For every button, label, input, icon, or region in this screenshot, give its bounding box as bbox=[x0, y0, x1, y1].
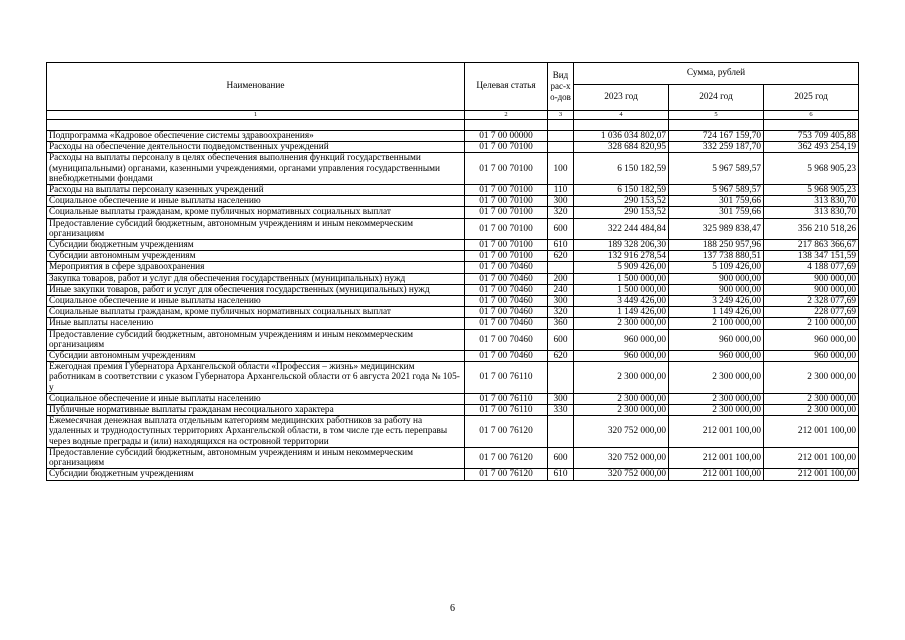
row-amount-2023: 1 500 000,00 bbox=[574, 273, 669, 284]
row-amount-2025: 900 000,00 bbox=[764, 284, 859, 295]
row-amount-2025: 2 300 000,00 bbox=[764, 393, 859, 404]
column-number: 3 bbox=[548, 111, 574, 120]
row-target-article: 01 7 00 70460 bbox=[465, 296, 548, 307]
row-target-article: 01 7 00 70100 bbox=[465, 251, 548, 262]
row-name: Ежегодная премия Губернатора Архангельской области «Профессия – жизнь» медицинским работникам в соответствии с указом Губернатора Архангельской области от 6 августа 2021 года № 105-у bbox=[47, 362, 465, 394]
row-amount-2024: 137 738 880,51 bbox=[669, 251, 764, 262]
row-expense-type: 300 bbox=[548, 296, 574, 307]
table-row bbox=[47, 362, 859, 394]
row-target-article: 01 7 00 76120 bbox=[465, 447, 548, 468]
row-amount-2024: 900 000,00 bbox=[669, 273, 764, 284]
row-target-article: 01 7 00 70460 bbox=[465, 318, 548, 329]
row-amount-2023: 322 244 484,84 bbox=[574, 218, 669, 239]
row-expense-type: 110 bbox=[548, 185, 574, 196]
row-target-article: 01 7 00 70100 bbox=[465, 185, 548, 196]
row-amount-2024: 332 259 187,70 bbox=[669, 142, 764, 153]
row-amount-2023: 1 500 000,00 bbox=[574, 284, 669, 295]
table-row bbox=[47, 273, 859, 284]
column-number: 1 bbox=[47, 111, 465, 120]
row-amount-2024: 2 300 000,00 bbox=[669, 393, 764, 404]
row-target-article: 01 7 00 70460 bbox=[465, 351, 548, 362]
table-row bbox=[47, 196, 859, 207]
header-year-2024: 2024 год bbox=[669, 85, 764, 111]
header-name: Наименование bbox=[47, 63, 465, 111]
row-target-article: 01 7 00 70460 bbox=[465, 284, 548, 295]
row-amount-2024: 212 001 100,00 bbox=[669, 416, 764, 448]
row-expense-type bbox=[548, 362, 574, 394]
row-expense-type: 610 bbox=[548, 240, 574, 251]
row-name: Мероприятия в сфере здравоохранения bbox=[47, 262, 465, 273]
row-amount-2024: 212 001 100,00 bbox=[669, 447, 764, 468]
table-row bbox=[47, 307, 859, 318]
row-name: Расходы на выплаты персоналу в целях обеспечения выполнения функций государственными (муниципальными) органами, казенными учреждениями, органами управления государственными внебюджетными фондами bbox=[47, 153, 465, 185]
column-number: 6 bbox=[764, 111, 859, 120]
row-target-article: 01 7 00 70100 bbox=[465, 142, 548, 153]
row-target-article: 01 7 00 76110 bbox=[465, 393, 548, 404]
row-amount-2025: 2 300 000,00 bbox=[764, 362, 859, 394]
row-expense-type: 620 bbox=[548, 251, 574, 262]
table-row bbox=[47, 142, 859, 153]
row-amount-2025: 313 830,70 bbox=[764, 196, 859, 207]
row-name: Социальное обеспечение и иные выплаты населению bbox=[47, 296, 465, 307]
row-name: Иные закупки товаров, работ и услуг для обеспечения государственных (муниципальных) нужд bbox=[47, 284, 465, 295]
header-sum: Сумма, рублей bbox=[574, 63, 859, 85]
row-expense-type: 300 bbox=[548, 393, 574, 404]
table-row bbox=[47, 447, 859, 468]
spacer-row bbox=[47, 120, 859, 131]
row-name: Социальные выплаты гражданам, кроме публичных нормативных социальных выплат bbox=[47, 207, 465, 218]
row-amount-2023: 290 153,52 bbox=[574, 196, 669, 207]
row-amount-2025: 356 210 518,26 bbox=[764, 218, 859, 239]
table-row bbox=[47, 284, 859, 295]
row-amount-2024: 960 000,00 bbox=[669, 351, 764, 362]
row-amount-2023: 2 300 000,00 bbox=[574, 318, 669, 329]
row-amount-2023: 960 000,00 bbox=[574, 329, 669, 350]
row-expense-type: 200 bbox=[548, 273, 574, 284]
row-amount-2023: 320 752 000,00 bbox=[574, 416, 669, 448]
row-target-article: 01 7 00 70100 bbox=[465, 153, 548, 185]
column-numbers-row bbox=[47, 111, 859, 120]
row-name: Расходы на выплаты персоналу казенных учреждений bbox=[47, 185, 465, 196]
row-amount-2024: 960 000,00 bbox=[669, 329, 764, 350]
row-amount-2024: 301 759,66 bbox=[669, 196, 764, 207]
table-row bbox=[47, 218, 859, 239]
table-row bbox=[47, 351, 859, 362]
row-amount-2024: 2 300 000,00 bbox=[669, 405, 764, 416]
row-amount-2025: 228 077,69 bbox=[764, 307, 859, 318]
table-row bbox=[47, 405, 859, 416]
budget-table bbox=[46, 62, 859, 481]
row-amount-2023: 6 150 182,59 bbox=[574, 185, 669, 196]
row-name: Подпрограмма «Кадровое обеспечение системы здравоохранения» bbox=[47, 131, 465, 142]
row-expense-type bbox=[548, 416, 574, 448]
table-row bbox=[47, 131, 859, 142]
row-expense-type: 330 bbox=[548, 405, 574, 416]
row-name: Субсидии автономным учреждениям bbox=[47, 251, 465, 262]
row-amount-2025: 212 001 100,00 bbox=[764, 447, 859, 468]
row-expense-type: 360 bbox=[548, 318, 574, 329]
row-name: Социальные выплаты гражданам, кроме публичных нормативных социальных выплат bbox=[47, 307, 465, 318]
row-amount-2023: 1 036 034 802,07 bbox=[574, 131, 669, 142]
table-row bbox=[47, 318, 859, 329]
row-name: Закупка товаров, работ и услуг для обеспечения государственных (муниципальных) нужд bbox=[47, 273, 465, 284]
row-amount-2023: 5 909 426,00 bbox=[574, 262, 669, 273]
row-amount-2023: 328 684 820,95 bbox=[574, 142, 669, 153]
row-amount-2023: 2 300 000,00 bbox=[574, 405, 669, 416]
row-amount-2024: 1 149 426,00 bbox=[669, 307, 764, 318]
row-amount-2024: 900 000,00 bbox=[669, 284, 764, 295]
row-expense-type bbox=[548, 262, 574, 273]
row-name: Иные выплаты населению bbox=[47, 318, 465, 329]
row-amount-2024: 301 759,66 bbox=[669, 207, 764, 218]
row-amount-2024: 2 100 000,00 bbox=[669, 318, 764, 329]
row-amount-2025: 217 863 366,67 bbox=[764, 240, 859, 251]
table-row bbox=[47, 416, 859, 448]
table-row bbox=[47, 329, 859, 350]
row-amount-2024: 5 967 589,57 bbox=[669, 185, 764, 196]
table-row bbox=[47, 185, 859, 196]
row-target-article: 01 7 00 70460 bbox=[465, 307, 548, 318]
row-amount-2023: 6 150 182,59 bbox=[574, 153, 669, 185]
row-name: Субсидии бюджетным учреждениям bbox=[47, 240, 465, 251]
row-expense-type: 600 bbox=[548, 218, 574, 239]
table-row bbox=[47, 251, 859, 262]
row-amount-2024: 5 109 426,00 bbox=[669, 262, 764, 273]
row-target-article: 01 7 00 70460 bbox=[465, 262, 548, 273]
column-number: 5 bbox=[669, 111, 764, 120]
row-amount-2025: 960 000,00 bbox=[764, 351, 859, 362]
row-expense-type: 600 bbox=[548, 447, 574, 468]
row-amount-2023: 2 300 000,00 bbox=[574, 362, 669, 394]
header-year-2023: 2023 год bbox=[574, 85, 669, 111]
row-target-article: 01 7 00 76110 bbox=[465, 405, 548, 416]
row-amount-2025: 753 709 405,88 bbox=[764, 131, 859, 142]
row-amount-2024: 5 967 589,57 bbox=[669, 153, 764, 185]
page-number: 6 bbox=[450, 603, 455, 614]
row-target-article: 01 7 00 70100 bbox=[465, 240, 548, 251]
row-amount-2025: 4 188 077,69 bbox=[764, 262, 859, 273]
row-expense-type: 100 bbox=[548, 153, 574, 185]
table-row bbox=[47, 393, 859, 404]
row-target-article: 01 7 00 76110 bbox=[465, 362, 548, 394]
row-name: Социальное обеспечение и иные выплаты населению bbox=[47, 393, 465, 404]
row-name: Субсидии бюджетным учреждениям bbox=[47, 469, 465, 480]
row-expense-type bbox=[548, 131, 574, 142]
row-expense-type: 300 bbox=[548, 196, 574, 207]
row-amount-2023: 320 752 000,00 bbox=[574, 447, 669, 468]
row-expense-type: 320 bbox=[548, 207, 574, 218]
row-target-article: 01 7 00 70100 bbox=[465, 196, 548, 207]
header-target-article: Целевая статья bbox=[465, 63, 548, 111]
row-amount-2025: 212 001 100,00 bbox=[764, 469, 859, 480]
column-number: 2 bbox=[465, 111, 548, 120]
table-row bbox=[47, 207, 859, 218]
row-expense-type: 620 bbox=[548, 351, 574, 362]
row-target-article: 01 7 00 76120 bbox=[465, 416, 548, 448]
table-row bbox=[47, 262, 859, 273]
row-expense-type: 610 bbox=[548, 469, 574, 480]
row-amount-2025: 362 493 254,19 bbox=[764, 142, 859, 153]
row-amount-2024: 3 249 426,00 bbox=[669, 296, 764, 307]
row-name: Предоставление субсидий бюджетным, автономным учреждениям и иным некоммерческим организациям bbox=[47, 218, 465, 239]
column-number: 4 bbox=[574, 111, 669, 120]
row-amount-2023: 132 916 278,54 bbox=[574, 251, 669, 262]
row-target-article: 01 7 00 70460 bbox=[465, 273, 548, 284]
header-year-2025: 2025 год bbox=[764, 85, 859, 111]
row-amount-2025: 900 000,00 bbox=[764, 273, 859, 284]
row-amount-2023: 290 153,52 bbox=[574, 207, 669, 218]
row-target-article: 01 7 00 70460 bbox=[465, 329, 548, 350]
row-amount-2025: 2 300 000,00 bbox=[764, 405, 859, 416]
row-name: Предоставление субсидий бюджетным, автономным учреждениям и иным некоммерческим организациям bbox=[47, 329, 465, 350]
table-row bbox=[47, 296, 859, 307]
row-name: Публичные нормативные выплаты гражданам несоциального характера bbox=[47, 405, 465, 416]
row-amount-2025: 2 328 077,69 bbox=[764, 296, 859, 307]
row-amount-2023: 3 449 426,00 bbox=[574, 296, 669, 307]
row-expense-type: 240 bbox=[548, 284, 574, 295]
row-amount-2024: 188 250 957,96 bbox=[669, 240, 764, 251]
row-target-article: 01 7 00 70100 bbox=[465, 218, 548, 239]
row-amount-2024: 2 300 000,00 bbox=[669, 362, 764, 394]
row-amount-2023: 2 300 000,00 bbox=[574, 393, 669, 404]
row-expense-type: 320 bbox=[548, 307, 574, 318]
header-expense-type: Вид рас-хо-дов bbox=[548, 63, 574, 111]
row-amount-2023: 1 149 426,00 bbox=[574, 307, 669, 318]
row-name: Предоставление субсидий бюджетным, автономным учреждениям и иным некоммерческим организациям bbox=[47, 447, 465, 468]
table-row bbox=[47, 153, 859, 185]
row-amount-2025: 5 968 905,23 bbox=[764, 185, 859, 196]
row-target-article: 01 7 00 00000 bbox=[465, 131, 548, 142]
row-expense-type bbox=[548, 142, 574, 153]
row-amount-2023: 320 752 000,00 bbox=[574, 469, 669, 480]
row-name: Субсидии автономным учреждениям bbox=[47, 351, 465, 362]
table-row bbox=[47, 240, 859, 251]
row-amount-2025: 2 100 000,00 bbox=[764, 318, 859, 329]
table-row bbox=[47, 469, 859, 480]
row-amount-2025: 960 000,00 bbox=[764, 329, 859, 350]
row-amount-2024: 212 001 100,00 bbox=[669, 469, 764, 480]
row-amount-2023: 189 328 206,30 bbox=[574, 240, 669, 251]
row-amount-2024: 724 167 159,70 bbox=[669, 131, 764, 142]
row-target-article: 01 7 00 70100 bbox=[465, 207, 548, 218]
row-amount-2023: 960 000,00 bbox=[574, 351, 669, 362]
row-amount-2024: 325 989 838,47 bbox=[669, 218, 764, 239]
row-amount-2025: 138 347 151,59 bbox=[764, 251, 859, 262]
row-name: Ежемесячная денежная выплата отдельным категориям медицинских работников за работу на удаленных и труднодоступных территориях Архангельской области, в том числе где есть переправы через водные преграды и (или) находящихся на островной территории bbox=[47, 416, 465, 448]
row-target-article: 01 7 00 76120 bbox=[465, 469, 548, 480]
table-body bbox=[47, 131, 859, 481]
row-amount-2025: 212 001 100,00 bbox=[764, 416, 859, 448]
row-amount-2025: 5 968 905,23 bbox=[764, 153, 859, 185]
row-name: Расходы на обеспечение деятельности подведомственных учреждений bbox=[47, 142, 465, 153]
row-expense-type: 600 bbox=[548, 329, 574, 350]
row-amount-2025: 313 830,70 bbox=[764, 207, 859, 218]
row-name: Социальное обеспечение и иные выплаты населению bbox=[47, 196, 465, 207]
